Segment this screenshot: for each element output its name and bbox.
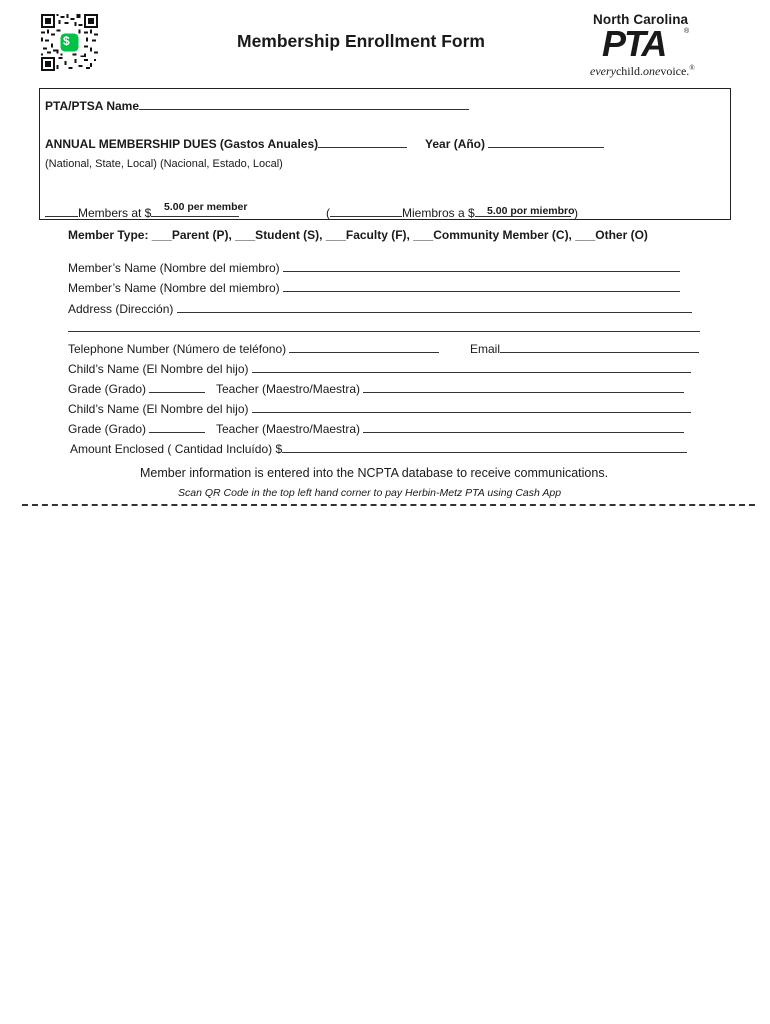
child-name-label: Child’s Name (El Nombre del hijo) — [68, 402, 249, 416]
cash-symbol: $ — [63, 34, 70, 48]
grade-field[interactable] — [149, 423, 205, 433]
grade-row-2 — [68, 422, 205, 436]
logo-registered-mark: ® — [684, 28, 690, 35]
email-field[interactable] — [500, 343, 699, 353]
logo-one: one — [642, 64, 661, 78]
child-name-field[interactable] — [252, 403, 691, 413]
pta-name-field[interactable] — [139, 100, 469, 110]
member-type-line[interactable]: Member Type: ___Parent (P), ___Student (S), ___Faculty (F), ___Community Member (C), ___Other (O) — [68, 228, 648, 242]
page-title: Membership Enrollment Form — [237, 31, 485, 51]
dues-subtext: (National, State, Local) (Nacional, Estado, Local) — [45, 158, 283, 170]
telephone-row — [68, 342, 439, 356]
miembros-a-label: Miembros a $ — [402, 206, 475, 220]
logo-state: North Carolina — [593, 12, 689, 27]
open-paren: ( — [326, 206, 330, 220]
grade-label: Grade (Grado) — [68, 382, 147, 396]
child-name-field[interactable] — [252, 363, 691, 373]
grade-row-1 — [68, 382, 205, 396]
logo-every: every — [590, 64, 616, 78]
cut-line-divider — [22, 504, 755, 506]
child-name-row-2 — [68, 402, 691, 416]
teacher-row-1 — [216, 382, 684, 396]
member-name-label: Member’s Name (Nombre del miembro) — [68, 261, 280, 275]
miembros-count-field[interactable] — [330, 207, 402, 217]
logo-tagline — [590, 64, 695, 79]
grade-label: Grade (Grado) — [68, 422, 147, 436]
member-name-row-2 — [68, 281, 680, 295]
child-name-row-1 — [68, 362, 691, 376]
members-at-label: Members at $ — [78, 206, 152, 220]
logo-voice: voice. — [660, 64, 690, 78]
members-rate-value: 5.00 per member — [164, 201, 248, 213]
pta-name-label: PTA/PTSA Name — [45, 99, 140, 113]
dues-label: ANNUAL MEMBERSHIP DUES (Gastos Anuales) — [45, 137, 319, 151]
close-paren: ) — [574, 206, 579, 220]
qr-payment-note: Scan QR Code in the top left hand corner to pay Herbin-Metz PTA using Cash App — [178, 487, 562, 499]
database-note: Member information is entered into the NCPTA database to receive communications. — [140, 466, 609, 480]
miembros-rate-value: 5.00 por miembro — [487, 205, 575, 217]
address-label: Address (Dirección) — [68, 302, 174, 316]
year-row — [425, 137, 604, 151]
teacher-label: Teacher (Maestro/Maestra) — [216, 422, 361, 436]
grade-field[interactable] — [149, 383, 205, 393]
logo-tm: ® — [689, 64, 695, 72]
year-label: Year (Año) — [425, 137, 486, 151]
telephone-label: Telephone Number (Número de teléfono) — [68, 342, 287, 356]
member-name-label: Member’s Name (Nombre del miembro) — [68, 281, 280, 295]
telephone-field[interactable] — [289, 343, 439, 353]
dues-field[interactable] — [318, 138, 407, 148]
amount-row — [70, 442, 687, 456]
address-field[interactable] — [177, 303, 692, 313]
member-name-row-1 — [68, 261, 680, 275]
teacher-field[interactable] — [363, 423, 684, 433]
email-row — [470, 342, 699, 356]
dues-row — [45, 137, 407, 151]
logo-child: child. — [615, 64, 643, 78]
teacher-label: Teacher (Maestro/Maestra) — [216, 382, 361, 396]
teacher-field[interactable] — [363, 383, 684, 393]
amount-field[interactable] — [282, 443, 687, 453]
email-label: Email — [470, 342, 501, 356]
member-name-field[interactable] — [283, 262, 680, 272]
address-field-line-2[interactable] — [68, 321, 700, 332]
qr-code-icon[interactable] — [41, 14, 98, 71]
member-name-field[interactable] — [283, 282, 680, 292]
year-field[interactable] — [488, 138, 604, 148]
address-row — [68, 302, 692, 316]
members-count-field[interactable] — [45, 207, 78, 217]
amount-label: Amount Enclosed ( Cantidad Incluído) $ — [70, 442, 283, 456]
teacher-row-2 — [216, 422, 684, 436]
pta-name-row — [45, 99, 469, 113]
logo-pta: PTA — [602, 23, 666, 64]
child-name-label: Child’s Name (El Nombre del hijo) — [68, 362, 249, 376]
